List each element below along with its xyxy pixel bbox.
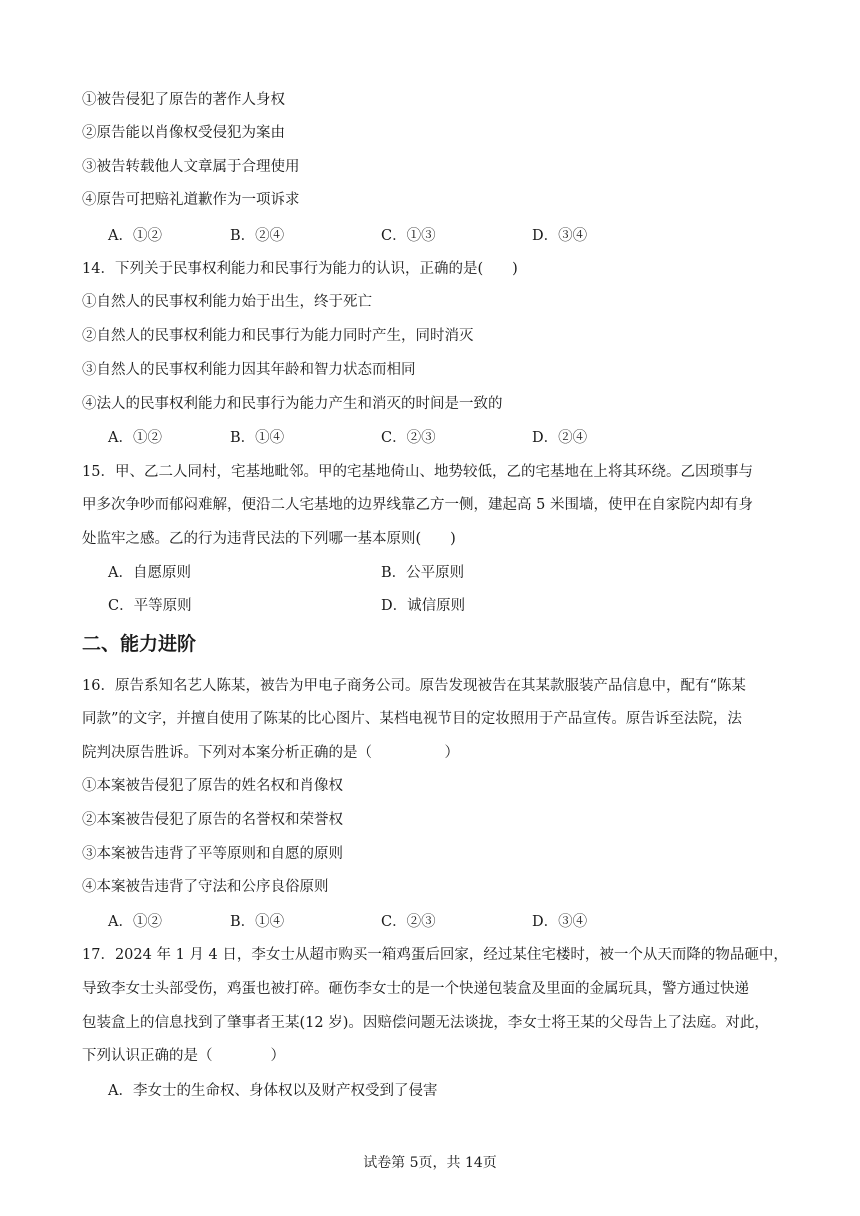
q14-stem: 14．下列关于民事权利能力和民事行为能力的认识，正确的是( ) bbox=[82, 261, 518, 277]
q17-stem-line-2: 导致李女士头部受伤，鸡蛋也被打碎。砸伤李女士的是一个快递包装盒及里面的金属玩具，警方通过快递 bbox=[82, 981, 749, 997]
q13-option-a: A．①② bbox=[108, 228, 162, 244]
q17-option-a: A．李女士的生命权、身体权以及财产权受到了侵害 bbox=[108, 1083, 438, 1099]
q14-item-1: ①自然人的民事权利能力始于出生，终于死亡 bbox=[82, 294, 372, 310]
q17-stem-line-3: 包装盒上的信息找到了肇事者王某(12 岁)。因赔偿问题无法谈拢，李女士将王某的父母告上了法庭。对此， bbox=[82, 1015, 769, 1031]
q15-option-d: D．诚信原则 bbox=[381, 598, 466, 614]
q17-stem-line-1: 17．2024 年 1 月 4 日，李女士从超市购买一箱鸡蛋后回家，经过某住宅楼时，被一个从天而降的物品砸中， bbox=[82, 947, 788, 963]
q15-option-b: B．公平原则 bbox=[381, 565, 465, 581]
q14-item-2: ②自然人的民事权利能力和民事行为能力同时产生，同时消灭 bbox=[82, 328, 474, 344]
q15-stem-line-2: 甲多次争吵而郁闷难解，便沿二人宅基地的边界线靠乙方一侧，建起高 5 米围墙，使甲在自家院内却有身 bbox=[82, 497, 753, 513]
q15-option-c: C．平等原则 bbox=[108, 598, 192, 614]
q16-option-d: D．③④ bbox=[532, 914, 588, 930]
q16-stem-line-3: 院判决原告胜诉。下列对本案分析正确的是（ ） bbox=[82, 745, 459, 761]
q14-item-4: ④法人的民事权利能力和民事行为能力产生和消灭的时间是一致的 bbox=[82, 396, 503, 412]
q16-stem-line-2: 同款”的文字，并擅自使用了陈某的比心图片、某档电视节目的定妆照用于产品宣传。原告诉至法院，法 bbox=[82, 711, 742, 727]
q13-item-3: ③被告转载他人文章属于合理使用 bbox=[82, 159, 300, 175]
q16-option-c: C．②③ bbox=[381, 914, 436, 930]
section-heading: 二、能力进阶 bbox=[82, 633, 197, 655]
q15-stem-line-3: 处监牢之感。乙的行为违背民法的下列哪一基本原则( ) bbox=[82, 531, 456, 547]
page-footer: 试卷第 5页，共 14页 bbox=[363, 1155, 497, 1171]
q13-item-4: ④原告可把赔礼道歉作为一项诉求 bbox=[82, 192, 300, 208]
q14-item-3: ③自然人的民事权利能力因其年龄和智力状态而相同 bbox=[82, 362, 416, 378]
q16-option-a: A．①② bbox=[108, 914, 162, 930]
q13-option-c: C．①③ bbox=[381, 228, 436, 244]
q14-option-b: B．①④ bbox=[230, 430, 285, 446]
q13-item-1: ①被告侵犯了原告的著作人身权 bbox=[82, 92, 285, 108]
q14-option-d: D．②④ bbox=[532, 430, 588, 446]
q17-stem-line-4: 下列认识正确的是（ ） bbox=[82, 1048, 285, 1064]
q16-item-2: ②本案被告侵犯了原告的名誉权和荣誉权 bbox=[82, 812, 343, 828]
q16-item-3: ③本案被告违背了平等原则和自愿的原则 bbox=[82, 846, 343, 862]
q14-option-c: C．②③ bbox=[381, 430, 436, 446]
q16-option-b: B．①④ bbox=[230, 914, 285, 930]
q14-option-a: A．①② bbox=[108, 430, 162, 446]
q13-option-d: D．③④ bbox=[532, 228, 588, 244]
q15-option-a: A．自愿原则 bbox=[108, 565, 191, 581]
q13-option-b: B．②④ bbox=[230, 228, 285, 244]
q16-item-4: ④本案被告违背了守法和公序良俗原则 bbox=[82, 879, 329, 895]
q16-stem-line-1: 16．原告系知名艺人陈某，被告为甲电子商务公司。原告发现被告在其某款服装产品信息中，配有“陈某 bbox=[82, 678, 746, 694]
q15-stem-line-1: 15．甲、乙二人同村，宅基地毗邻。甲的宅基地倚山、地势较低，乙的宅基地在上将其环绕。乙因琐事与 bbox=[82, 464, 753, 480]
q13-item-2: ②原告能以肖像权受侵犯为案由 bbox=[82, 125, 285, 141]
q16-item-1: ①本案被告侵犯了原告的姓名权和肖像权 bbox=[82, 778, 343, 794]
